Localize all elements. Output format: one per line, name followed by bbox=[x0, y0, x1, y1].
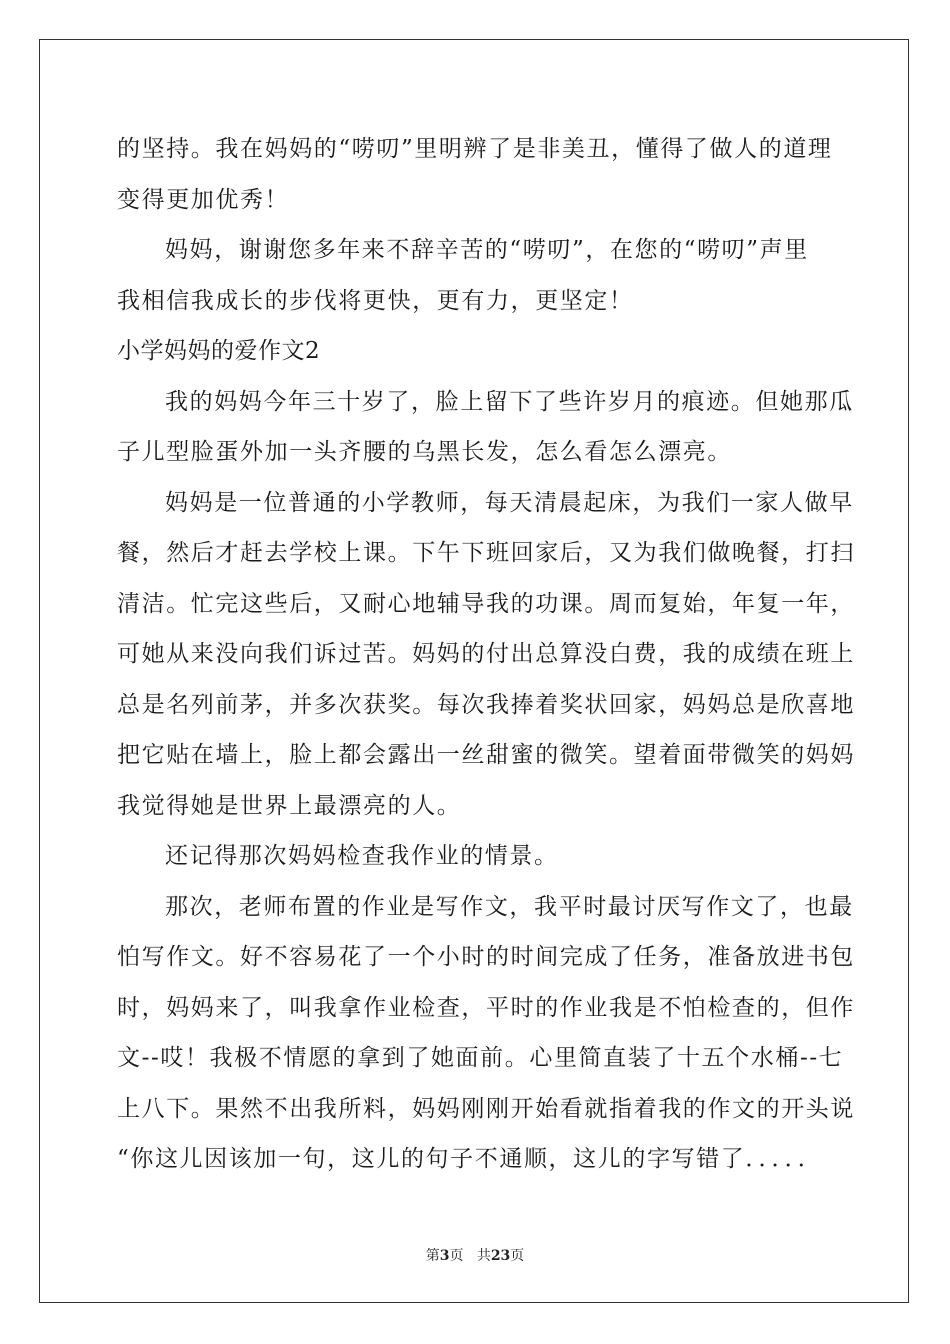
document-body bbox=[117, 124, 855, 1185]
page-suffix: 页 bbox=[449, 1248, 464, 1264]
text-line: 变得更加优秀！ bbox=[117, 186, 290, 213]
text-line: 我觉得她是世界上最漂亮的人。 bbox=[117, 792, 462, 819]
text-line: 清洁。忙完这些后，又耐心地辅导我的功课。周而复始，年复一年， bbox=[117, 590, 855, 617]
page-footer bbox=[0, 1245, 950, 1265]
text-line: 时，妈妈来了，叫我拿作业检查，平时的作业我是不怕检查的，但作 bbox=[117, 994, 855, 1021]
text-line: 还记得那次妈妈检查我作业的情景。 bbox=[165, 843, 559, 869]
text-line: 妈妈，谢谢您多年来不辞辛苦的“唠叨”，在您的“唠叨”声里 bbox=[165, 237, 809, 263]
text-line: 那次，老师布置的作业是写作文，我平时最讨厌写作文了，也最 bbox=[165, 893, 854, 920]
text-line: 总是名列前茅，并多次获奖。每次我捧着奖状回家，妈妈总是欣喜地 bbox=[117, 691, 855, 718]
text-line: 我相信我成长的步伐将更快，更有力，更坚定！ bbox=[117, 287, 634, 314]
text-line: 妈妈是一位普通的小学教师，每天清晨起床，为我们一家人做早 bbox=[165, 489, 854, 516]
text-line: 的坚持。我在妈妈的“唠叨”里明辨了是非美丑，懂得了做人的道理 bbox=[117, 136, 833, 162]
page-number: 3 bbox=[439, 1248, 450, 1264]
text-line: 文--哎！我极不情愿的拿到了她面前。心里简直装了十五个水桶--七 bbox=[117, 1045, 844, 1071]
total-prefix: 共 bbox=[476, 1248, 491, 1264]
text-line: 把它贴在墙上，脸上都会露出一丝甜蜜的微笑。望着面带微笑的妈妈 bbox=[117, 742, 855, 768]
text-line: 子儿型脸蛋外加一头齐腰的乌黑长发，怎么看怎么漂亮。 bbox=[117, 439, 732, 465]
text-line: 我的妈妈今年三十岁了，脸上留下了些许岁月的痕迹。但她那瓜 bbox=[165, 388, 854, 415]
total-pages: 23 bbox=[490, 1248, 511, 1264]
text-line: 怕写作文。好不容易花了一个小时的时间完成了任务，准备放进书包 bbox=[117, 944, 855, 970]
page-prefix: 第 bbox=[425, 1248, 440, 1264]
total-suffix: 页 bbox=[510, 1248, 525, 1264]
text-line: 可她从来没向我们诉过苦。妈妈的付出总算没白费，我的成绩在班上 bbox=[117, 641, 855, 667]
text-line: 上八下。果然不出我所料，妈妈刚刚开始看就指着我的作文的开头说 bbox=[117, 1095, 855, 1122]
section-heading: 小学妈妈的爱作文2 bbox=[117, 338, 321, 364]
text-line: “你这儿因该加一句，这儿的句子不通顺，这儿的字写错了．．．．． bbox=[117, 1146, 823, 1172]
text-line: 餐，然后才赶去学校上课。下午下班回家后，又为我们做晚餐，打扫 bbox=[117, 540, 855, 566]
